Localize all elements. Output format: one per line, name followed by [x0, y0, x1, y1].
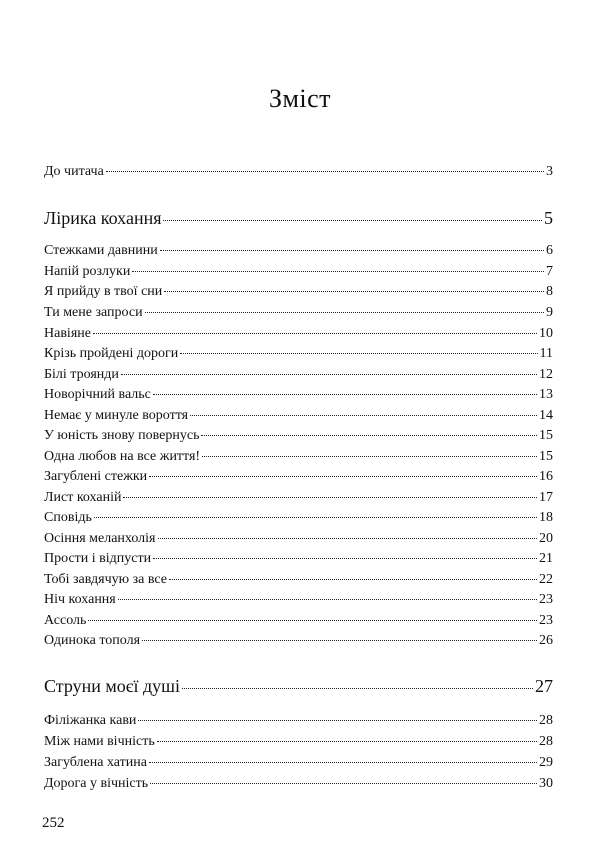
toc-entry-page: 9	[546, 305, 553, 320]
toc-entry-label: Тобі завдячую за все	[44, 572, 167, 587]
toc-entry-label: Навіяне	[44, 326, 91, 341]
toc-entry-page: 14	[539, 408, 553, 423]
toc-entry[interactable]	[44, 469, 553, 485]
toc-entry-page: 17	[539, 490, 553, 505]
toc-entry-to-reader[interactable]	[44, 164, 553, 180]
toc-entry-label: Немає у минуле вороття	[44, 408, 189, 423]
toc-entry-page: 16	[539, 469, 553, 484]
toc-entry[interactable]	[44, 572, 553, 588]
toc-entry-label: Прости і відпусти	[44, 551, 152, 566]
toc-entry-label: Я прийду в твої сни	[44, 284, 163, 299]
toc-entry[interactable]	[44, 408, 553, 424]
toc-entry-label: Стежками давнини	[44, 243, 158, 258]
dot-leader	[149, 762, 537, 763]
toc-entry-label: Загублена хатина	[44, 755, 147, 770]
toc-entry-page: 18	[539, 510, 553, 525]
toc-entry-page: 21	[539, 551, 553, 566]
dot-leader	[163, 220, 542, 221]
toc-entry[interactable]	[44, 284, 553, 300]
toc-entry-label: До читача	[44, 164, 104, 179]
toc-entry-label: У юність знову повернусь	[44, 428, 200, 443]
toc-entry-label: Ти мене запроси	[44, 305, 143, 320]
dot-leader	[106, 171, 544, 172]
toc-entry[interactable]	[44, 755, 553, 771]
dot-leader	[88, 620, 537, 621]
toc-entry-page: 12	[539, 367, 553, 382]
toc-entry[interactable]	[44, 428, 553, 444]
toc-entry-page: 28	[539, 713, 553, 728]
toc-entry-page: 28	[539, 734, 553, 749]
toc-entry-label: Ассоль	[44, 613, 87, 628]
toc-section-page: 5	[544, 208, 553, 228]
toc-entry[interactable]	[44, 776, 553, 792]
toc-entry[interactable]	[44, 305, 553, 321]
toc-entry-page: 8	[546, 284, 553, 299]
toc-entry-page: 30	[539, 776, 553, 791]
dot-leader	[93, 333, 537, 334]
toc-entry-page: 7	[546, 264, 553, 279]
dot-leader	[158, 538, 537, 539]
toc-entry-label: Між нами вічність	[44, 734, 155, 749]
dot-leader	[164, 291, 544, 292]
toc-entry-page: 3	[546, 164, 553, 179]
toc-entry[interactable]	[44, 449, 553, 465]
toc-entry-page: 15	[539, 449, 553, 464]
toc-entry-page: 23	[539, 613, 553, 628]
toc-entry[interactable]	[44, 243, 553, 259]
dot-leader	[123, 497, 537, 498]
page-number: 252	[42, 815, 65, 831]
toc-entry-page: 6	[546, 243, 553, 258]
toc-entry-page: 10	[539, 326, 553, 341]
toc-entry-page: 23	[539, 592, 553, 607]
toc-entry-label: Лист коханій	[44, 490, 122, 505]
toc-entry-page: 20	[539, 531, 553, 546]
toc-entry[interactable]	[44, 734, 553, 750]
dot-leader	[182, 688, 533, 689]
toc-entry-page: 11	[539, 346, 553, 361]
toc-section-label: Струни моєї душі	[44, 676, 181, 696]
toc-entry-page: 26	[539, 633, 553, 648]
toc-entry-page: 13	[539, 387, 553, 402]
toc-entry[interactable]	[44, 346, 553, 362]
contents-title: Зміст	[268, 84, 332, 113]
toc-entry-label: Сповідь	[44, 510, 92, 525]
toc-section-love-lyrics[interactable]	[44, 208, 553, 228]
toc-entry[interactable]	[44, 326, 553, 342]
dot-leader	[121, 374, 537, 375]
toc-entry-label: Новорічний вальс	[44, 387, 151, 402]
dot-leader	[153, 394, 537, 395]
toc-entry-label: Одинока тополя	[44, 633, 141, 648]
toc-section-page: 27	[535, 676, 553, 696]
toc-entry-label: Дорога у вічність	[44, 776, 149, 791]
toc-entry-label: Осіння меланхолія	[44, 531, 156, 546]
toc-entry-page: 15	[539, 428, 553, 443]
toc-entry[interactable]	[44, 613, 553, 629]
toc-entry-label: Загублені стежки	[44, 469, 148, 484]
dot-leader	[149, 476, 537, 477]
dot-leader	[142, 640, 537, 641]
toc-entry[interactable]	[44, 367, 553, 383]
toc-entry[interactable]	[44, 531, 553, 547]
toc-entry-label: Білі троянди	[44, 367, 119, 382]
dot-leader	[132, 271, 544, 272]
dot-leader	[153, 558, 537, 559]
toc-section-soul-strings[interactable]	[44, 676, 553, 696]
toc-section-label: Лірика кохання	[44, 208, 162, 228]
toc-entry-label: Одна любов на все життя!	[44, 449, 201, 464]
toc-entry[interactable]	[44, 551, 553, 567]
toc-entry[interactable]	[44, 490, 553, 506]
toc-entry-page: 29	[539, 755, 553, 770]
toc-entry[interactable]	[44, 510, 553, 526]
dot-leader	[94, 517, 537, 518]
dot-leader	[150, 783, 537, 784]
toc-entry-label: Напій розлуки	[44, 264, 131, 279]
dot-leader	[145, 312, 544, 313]
dot-leader	[180, 353, 537, 354]
toc-entry-page: 22	[539, 572, 553, 587]
dot-leader	[202, 456, 537, 457]
dot-leader	[190, 415, 537, 416]
dot-leader	[138, 720, 537, 721]
dot-leader	[160, 250, 544, 251]
toc-entry-label: Філіжанка кави	[44, 713, 137, 728]
toc-entry-label: Ніч кохання	[44, 592, 116, 607]
toc-entry[interactable]	[44, 592, 553, 608]
toc-entry[interactable]	[44, 264, 553, 280]
toc-entry[interactable]	[44, 713, 553, 729]
dot-leader	[169, 579, 537, 580]
toc-entry-label: Крізь пройдені дороги	[44, 346, 179, 361]
toc-entry[interactable]	[44, 633, 553, 649]
dot-leader	[157, 741, 537, 742]
toc-entry[interactable]	[44, 387, 553, 403]
dot-leader	[201, 435, 537, 436]
dot-leader	[118, 599, 537, 600]
